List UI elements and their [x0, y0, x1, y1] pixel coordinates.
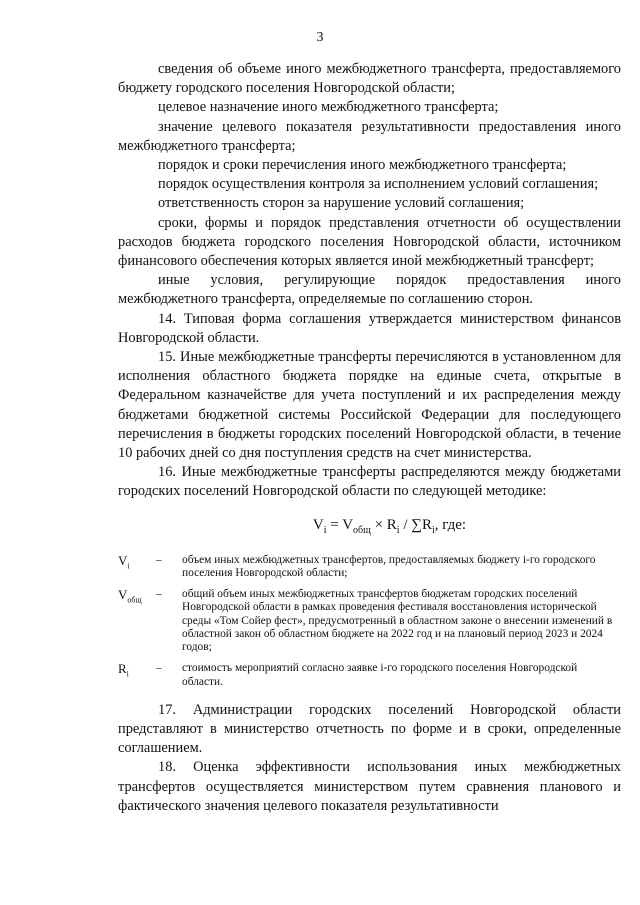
definition-row [118, 662, 621, 688]
paragraph: порядок осуществления контроля за исполнением условий соглашения; [158, 176, 599, 193]
paragraph: иные условия, регулирующие порядок предоставления иного межбюджетного трансферта, определяемые по соглашению сторон. [118, 272, 621, 308]
definition-symbol: $R_i$ [118, 661, 129, 679]
distribution-formula [158, 516, 621, 540]
formula-div: / ∑R [399, 516, 432, 533]
definition-dash: – [156, 588, 162, 601]
paragraph: ответственность сторон за нарушение условий соглашения; [158, 195, 525, 212]
paragraph: сведения об объеме иного межбюджетного трансферта, предоставляемого бюджету городского поселения Новгородской области; [118, 61, 621, 97]
paragraph: значение целевого показателя результативности предоставления иного межбюджетного трансферта; [118, 118, 621, 154]
clause-18: 18. Оценка эффективности использования иных межбюджетных трансфертов осуществляется министерством путем сравнения планового и фактического значения целевого показателя результативности [118, 759, 621, 814]
formula-lhs: V [312, 516, 324, 533]
paragraph: целевое назначение иного межбюджетного трансферта; [158, 99, 499, 116]
definition-text: объем иных межбюджетных трансфертов, предоставляемых бюджету i-го городского поселения Новгородской области; [182, 553, 596, 580]
formula-lhs-sub: i [323, 524, 327, 536]
paragraph: сроки, формы и порядок представления отчетности об осуществлении расходов бюджета городского поселения Новгородской области, источником финансового обеспечения которых является иной межбюджетный трансферт; [118, 214, 621, 270]
definition-dash: – [156, 553, 162, 566]
clause-16: 16. Иные межбюджетные трансферты распределяются между бюджетами городских поселений Новгородской области по следующей методике: [118, 464, 621, 500]
definition-text: стоимость мероприятий согласно заявке i-го городского поселения Новгородской области. [182, 662, 578, 688]
clause-14: 14. Типовая форма соглашения утверждается министерством финансов Новгородской области. [118, 310, 621, 346]
formula-v-sub: общ [353, 524, 371, 536]
formula-sum-sub: i [431, 524, 435, 536]
definition-row [118, 588, 621, 654]
definition-symbol: $V_{общ}$ [118, 587, 142, 605]
definition-dash: – [156, 662, 162, 675]
clause-15: 15. Иные межбюджетные трансферты перечисляются в установленном для исполнения областного бюджета порядке на единые счета, открытые в Федеральном казначействе для учета поступлений и их распределения между бюджетами бюджетной системы Российской Федерации для последующего перечисления в бюджеты городских поселений Новгородской области, в течение 10 рабочих дней со дня поступления средств на счет министерства. [118, 349, 621, 462]
agreement-terms-list [118, 60, 621, 310]
definition-text: общий объем иных межбюджетных трансфертов бюджетам городских поселений Новгородской области в рамках проведения фестиваля восстановления исторической среды «Том Сойер фест», предусмотренный в областном законе о внесении изменений в областной закон об областном бюджете на 2022 год и на плановый период 2023 и 2024 годов; [182, 588, 613, 654]
definition-symbol: $V_i$ [118, 552, 130, 571]
paragraph: порядок и сроки перечисления иного межбюджетного трансферта; [158, 157, 567, 174]
formula-eq: = V [326, 516, 354, 533]
formula-definitions [118, 554, 621, 689]
page-number: 3 [316, 30, 324, 45]
clause-17: 17. Администрации городских поселений Новгородской области представляют в министерство отчетность по форме и в сроки, определенные соглашением. [118, 701, 621, 757]
formula-times: × R [370, 516, 397, 533]
formula-r-sub: i [396, 524, 400, 536]
formula-tail: , где: [434, 516, 467, 533]
document-body [118, 60, 621, 816]
definition-row [118, 554, 621, 580]
